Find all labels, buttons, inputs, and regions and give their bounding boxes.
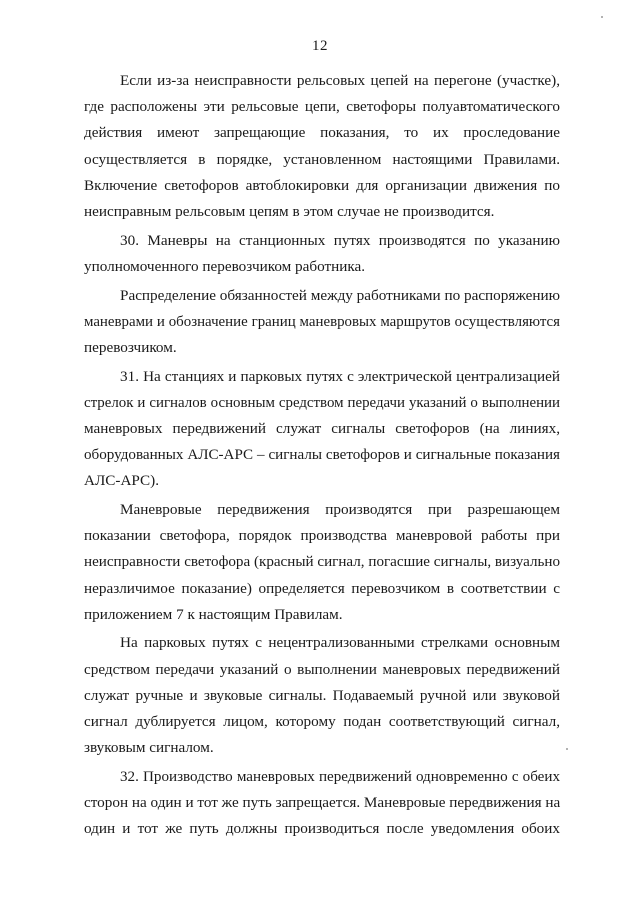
text-line: маневрами и обозначение границ маневровых маршрутов осуществляются: [84, 313, 560, 330]
text-line: оборудованных АЛС-АРС – сигналы светофоров и сигнальные показания: [84, 447, 560, 464]
text-line: неисправным рельсовым цепям в этом случае не производится.: [84, 202, 495, 220]
text-line: звуковым сигналом.: [84, 739, 214, 757]
scan-speck: [566, 748, 568, 750]
text-line: неисправности светофора (красный сигнал, погасшие сигналы, визуально: [84, 554, 560, 571]
paragraph-park-tracks: [84, 630, 560, 761]
text-line: осуществляется в порядке, установленном настоящими Правилами.: [84, 150, 560, 168]
text-line: уполномоченного перевозчиком работника.: [84, 257, 366, 275]
text-line: служат ручные и звуковые сигналы. Подаваемый ручной или звуковой: [84, 686, 560, 704]
text-line: показании светофора, порядок производства маневровой работы при: [84, 527, 560, 545]
text-line: маневровых передвижений служат сигналы светофоров (на линиях,: [84, 419, 560, 437]
body-text: [84, 68, 560, 842]
text-line: 32. Производство маневровых передвижений одновременно с обеих: [120, 768, 560, 785]
text-line: АЛС-АРС).: [84, 472, 160, 490]
text-line: На парковых путях с нецентрализованными стрелками основным: [120, 634, 560, 652]
text-line: действия имеют запрещающие показания, то их проследование: [84, 124, 560, 142]
paragraph-duties: [84, 283, 560, 362]
paragraph-32: [84, 764, 560, 843]
text-line: стрелок и сигналов основным средством передачи указаний о выполнении: [84, 394, 560, 411]
text-line: Если из-за неисправности рельсовых цепей на перегоне (участке),: [120, 72, 560, 89]
text-line: Маневровые передвижения производятся при разрешающем: [120, 501, 560, 518]
text-line: сигнал дублируется лицом, которому подан соответствующий сигнал,: [84, 713, 560, 730]
text-line: где расположены эти рельсовые цепи, светофоры полуавтоматического: [84, 98, 560, 116]
text-line: 31. На станциях и парковых путях с электрической централизацией: [120, 367, 560, 385]
text-line: перевозчиком.: [84, 338, 177, 356]
text-line: неразличимое показание) определяется перевозчиком в соответствии с: [84, 579, 560, 597]
paragraph-30: [84, 228, 560, 280]
paragraph-continuation: [84, 68, 560, 225]
scan-speck: [601, 16, 603, 18]
paragraph-31: [84, 364, 560, 495]
text-line: средством передачи указаний о выполнении маневровых передвижений: [84, 660, 560, 678]
text-line: приложением 7 к настоящим Правилам.: [84, 605, 343, 623]
paragraph-shunting-movements: [84, 497, 560, 628]
text-line: сторон на один и тот же путь запрещается. Маневровые передвижения на: [84, 794, 561, 812]
page-number: 12: [312, 38, 328, 54]
text-line: Включение светофоров автоблокировки для организации движения по: [84, 176, 560, 194]
text-line: Распределение обязанностей между работниками по распоряжению: [120, 286, 560, 304]
text-line: один и тот же путь должны производиться после уведомления обоих: [84, 820, 560, 838]
text-line: 30. Маневры на станционных путях производятся по указанию: [120, 231, 560, 249]
